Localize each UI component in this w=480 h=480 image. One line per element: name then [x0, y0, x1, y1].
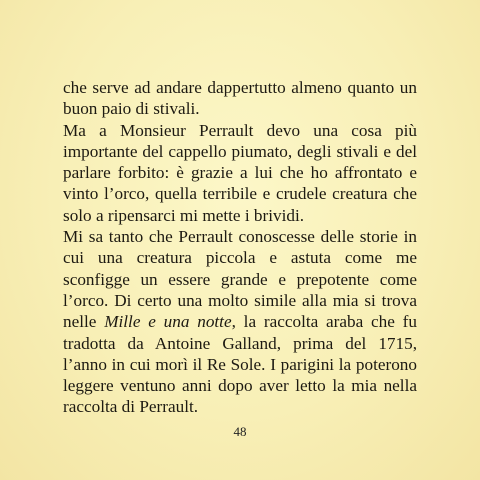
- paragraph-3-text-end: , la raccolta araba che fu tradotta da Antoine Galland, prima del 1715, l’anno in cui morì il Re Sole. I parigini la poterono leggere ventuno anni dopo aver letto la mia nella raccolta di Perrault.: [63, 312, 417, 417]
- body-text: [63, 77, 417, 418]
- paragraph-2: Ma a Monsieur Perrault devo una cosa più importante del cappello piumato, degli stivali e del parlare forbito: è grazie a lui che ho affrontato e vinto l’orco, quella terribile e crudele creatura che solo a ripensarci mi mette i brividi.: [63, 120, 417, 225]
- paragraph-3-text-start: Mi sa tanto che Perrault conoscesse delle storie in cui una creatura piccola e astuta come me sconfigge un essere grande e prepotente come l’orco. Di certo una molto simile alla mia si trova nelle: [63, 227, 417, 332]
- paragraph-3: [63, 226, 417, 418]
- page-number: 48: [233, 424, 247, 439]
- book-title-italic: Mille e una notte: [104, 312, 232, 332]
- paragraph-1: che serve ad andare dappertutto almeno quanto un buon paio di stivali.: [63, 78, 417, 119]
